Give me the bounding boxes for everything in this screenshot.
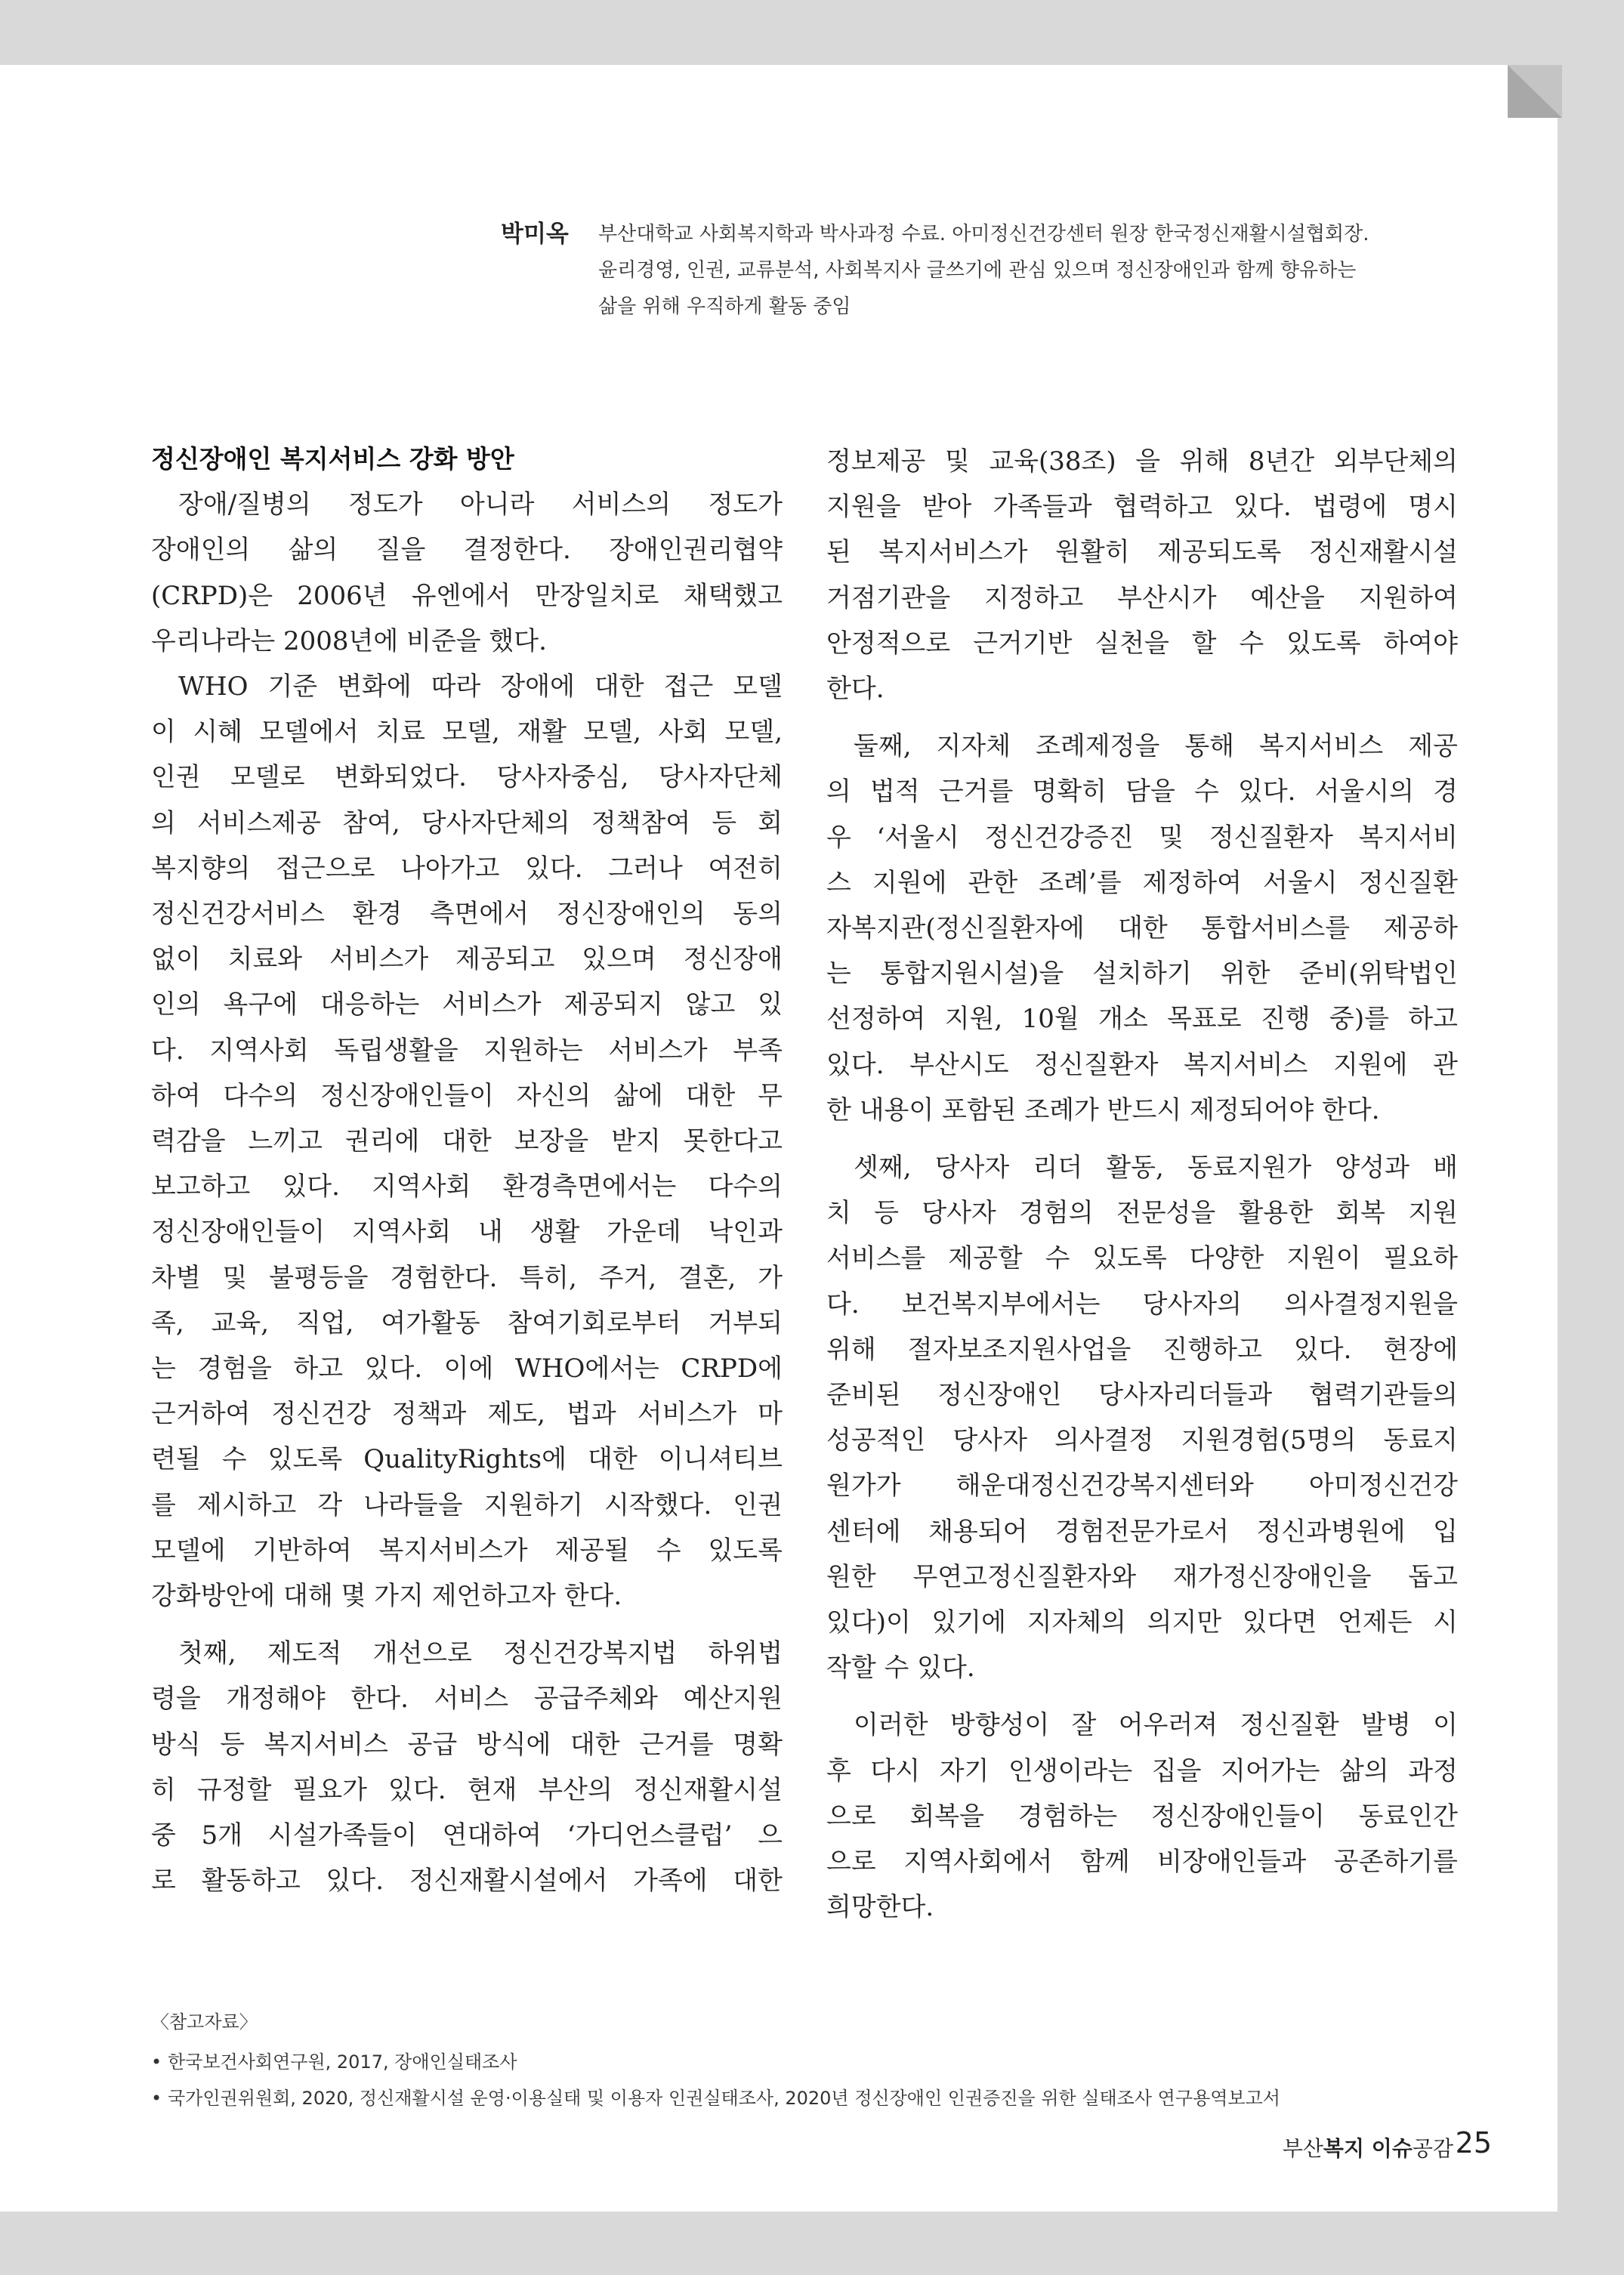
paragraph-line: 원가가 해운대정신건강복지센터와 아미정신건강 — [826, 1471, 1458, 1502]
paragraph-line: 스 지원에 관한 조례’를 제정하여 서울시 정신질환 — [826, 867, 1458, 898]
paragraph-line: 령을 개정해야 한다. 서비스 공급주체와 예산지원 — [151, 1684, 783, 1715]
paragraph-line: 둘째, 지자체 조례제정을 통해 복지서비스 제공 — [854, 731, 1458, 762]
paragraph-line: 장애인의 삶의 질을 결정한다. 장애인권리협약 — [151, 535, 783, 566]
paragraph-gap — [151, 1619, 783, 1631]
paragraph-line: (CRPD)은 2006년 유엔에서 만장일치로 채택했고 — [151, 580, 783, 611]
paragraph-line: 의 서비스제공 참여, 당사자단체의 정책참여 등 회 — [151, 807, 783, 838]
paragraph-line: 는 경험을 하고 있다. 이에 WHO에서는 CRPD에 — [151, 1354, 783, 1384]
paragraph-line: 는 통합지원시설)을 설치하기 위한 준비(위탁법인 — [826, 958, 1458, 989]
paragraph-line: 선정하여 지원, 10월 개소 목표로 진행 중)를 하고 — [826, 1004, 1458, 1035]
paragraph-line: 하여 다수의 정신장애인들이 자신의 삶에 대한 무 — [151, 1080, 783, 1111]
paragraph-line: 자복지관(정신질환자에 대한 통합서비스를 제공하 — [826, 913, 1458, 944]
paragraph-line: 우 ‘서울시 정신건강증진 및 정신질환자 복지서비 — [826, 822, 1458, 853]
paragraph-line: 안정적으로 근거기반 실천을 할 수 있도록 하여야 — [826, 628, 1458, 659]
right-column-body — [826, 439, 1458, 1931]
paragraph-line: 이 시혜 모델에서 치료 모델, 재활 모델, 사회 모델, — [151, 717, 783, 748]
paragraph-line: 첫째, 제도적 개선으로 정신건강복지법 하위법 — [178, 1638, 783, 1669]
magazine-brand — [1283, 2132, 1453, 2162]
paragraph-line: 다. 지역사회 독립생활을 지원하는 서비스가 부족 — [151, 1035, 783, 1066]
paragraph-line: 로 활동하고 있다. 정신재활시설에서 가족에 대한 — [151, 1866, 783, 1897]
paragraph-line: 의 법적 근거를 명확히 담을 수 있다. 서울시의 경 — [826, 776, 1458, 807]
brand-part: 이슈 — [1371, 2136, 1413, 2161]
paragraph-line: 후 다시 자기 인생이라는 집을 지어가는 삶의 과정 — [826, 1755, 1458, 1786]
paragraph-line: 서비스를 제공할 수 있도록 다양한 지원이 필요하 — [826, 1243, 1458, 1274]
page-corner-fold-icon — [1508, 65, 1562, 118]
article-right-column — [826, 439, 1458, 1931]
brand-part: 복지 — [1323, 2136, 1372, 2161]
article-heading: 정신장애인 복지서비스 강화 방안 — [151, 444, 514, 474]
paragraph-line: 된 복지서비스가 원활히 제공되도록 정신재활시설 — [826, 537, 1458, 568]
paragraph-line: 없이 치료와 서비스가 제공되고 있으며 정신장애 — [151, 944, 783, 975]
paragraph-line: 있다)이 있기에 지자체의 의지만 있다면 언제든 시 — [826, 1607, 1458, 1638]
paragraph-line: 한다. — [826, 674, 885, 705]
paragraph-line: 준비된 정신장애인 당사자리더들과 협력기관들의 — [826, 1380, 1458, 1411]
paragraph-line: 으로 회복을 경험하는 정신장애인들이 동료인간 — [826, 1801, 1458, 1832]
paragraph-gap — [826, 1690, 1458, 1702]
paragraph-line: 정보제공 및 교육(38조) 을 위해 8년간 외부단체의 — [826, 446, 1458, 477]
paragraph-line: 위해 절자보조지원사업을 진행하고 있다. 현장에 — [826, 1334, 1458, 1365]
reference-text: 국가인권위원회, 2020, 정신재활시설 운영·이용실태 및 이용자 인권실태조사, 2020년 정신장애인 인권증진을 위한 실태조사 연구용역보고서 — [168, 2088, 1280, 2109]
paragraph-line: 원한 무연고정신질환자와 재가정신장애인을 돕고 — [826, 1561, 1458, 1592]
page-number: 25 — [1455, 2126, 1492, 2159]
paragraph-line: 방식 등 복지서비스 공급 방식에 대한 근거를 명확 — [151, 1729, 783, 1760]
reference-text: 한국보건사회연구원, 2017, 장애인실태조사 — [168, 2051, 517, 2073]
paragraph-line: 지원을 받아 가족들과 협력하고 있다. 법령에 명시 — [826, 492, 1458, 523]
paragraph-line: 셋째, 당사자 리더 활동, 동료지원가 양성과 배 — [854, 1153, 1458, 1184]
paragraph-line: 있다. 부산시도 정신질환자 복지서비스 지원에 관 — [826, 1049, 1458, 1080]
author-bio — [598, 216, 1459, 325]
paragraph-line: 작할 수 있다. — [826, 1653, 975, 1684]
paragraph-line: 이러한 방향성이 잘 어우러져 정신질환 발병 이 — [854, 1710, 1458, 1741]
paragraph-line: 성공적인 당사자 의사결정 지원경험(5명의 동료지 — [826, 1425, 1458, 1456]
paragraph-line: 다. 보건복지부에서는 당사자의 의사결정지원을 — [826, 1289, 1458, 1320]
paragraph-line: 족, 교육, 직업, 여가활동 참여기회로부터 거부되 — [151, 1307, 783, 1338]
paragraph-line: 련될 수 있도록 QualityRights에 대한 이니셔티브 — [151, 1444, 783, 1475]
paragraph-line: 으로 지역사회에서 함께 비장애인들과 공존하기를 — [826, 1847, 1458, 1878]
paragraph-line: 인권 모델로 변화되었다. 당사자중심, 당사자단체 — [151, 762, 783, 793]
paragraph-line: 복지향의 접근으로 나아가고 있다. 그러나 여전히 — [151, 853, 783, 884]
paragraph-line: 희망한다. — [826, 1892, 934, 1923]
page-footer — [1209, 2123, 1556, 2169]
paragraph-line: 력감을 느끼고 권리에 대한 보장을 받지 못한다고 — [151, 1126, 783, 1157]
paragraph-line: 인의 욕구에 대응하는 서비스가 제공되지 않고 있 — [151, 989, 783, 1020]
paragraph-line: 히 규정할 필요가 있다. 현재 부산의 정신재활시설 — [151, 1774, 783, 1805]
paragraph-line: 정신건강서비스 환경 측면에서 정신장애인의 동의 — [151, 899, 783, 930]
paragraph-line: 우리나라는 2008년에 비준을 했다. — [151, 625, 547, 656]
paragraph-line: 장애/질병의 정도가 아니라 서비스의 정도가 — [178, 489, 783, 520]
paragraph-gap — [826, 1133, 1458, 1145]
brand-part: 부산 — [1282, 2136, 1323, 2161]
paragraph-line: 차별 및 불평등을 경험한다. 특히, 주거, 결혼, 가 — [151, 1262, 783, 1293]
reference-item — [151, 2080, 1480, 2116]
paragraph-line: 중 5개 시설가족들이 연대하여 ‘가디언스클럽’ 으 — [151, 1820, 783, 1851]
author-bio-line: 부산대학교 사회복지학과 박사과정 수료. 아미정신건강센터 원장 한국정신재활시설협회장. — [598, 223, 1369, 245]
paragraph-line: WHO 기준 변화에 따라 장애에 대한 접근 모델 — [178, 671, 783, 702]
paragraph-line: 를 제시하고 각 나라들을 지원하기 시작했다. 인권 — [151, 1489, 783, 1520]
paragraph-line: 모델에 기반하여 복지서비스가 제공될 수 있도록 — [151, 1535, 783, 1566]
paragraph-gap — [826, 712, 1458, 724]
author-name: 박미옥 — [501, 221, 569, 248]
paragraph-line: 센터에 채용되어 경험전문가로서 정신과병원에 입 — [826, 1516, 1458, 1547]
left-column-body — [151, 482, 783, 1903]
article-left-column — [151, 437, 783, 1903]
author-info — [0, 216, 1558, 352]
bullet-icon: • — [151, 2051, 162, 2073]
references-title: 〈참고자료〉 — [151, 2011, 258, 2033]
page — [0, 65, 1558, 2212]
paragraph-line: 정신장애인들이 지역사회 내 생활 가운데 낙인과 — [151, 1217, 783, 1248]
paragraph-line: 강화방안에 대해 몇 가지 제언하고자 한다. — [151, 1581, 622, 1612]
paragraph-line: 치 등 당사자 경험의 전문성을 활용한 회복 지원 — [826, 1198, 1458, 1229]
paragraph-line: 보고하고 있다. 지역사회 환경측면에서는 다수의 — [151, 1171, 783, 1202]
brand-part: 공감 — [1412, 2136, 1453, 2161]
bullet-icon: • — [151, 2088, 162, 2109]
paragraph-line: 거점기관을 지정하고 부산시가 예산을 지원하여 — [826, 582, 1458, 613]
author-bio-line: 윤리경영, 인권, 교류분석, 사회복지사 글쓰기에 관심 있으며 정신장애인과 함께 향유하는 — [598, 259, 1357, 282]
paragraph-line: 근거하여 정신건강 정책과 제도, 법과 서비스가 마 — [151, 1399, 783, 1430]
reference-item — [151, 2044, 1480, 2080]
paragraph-line: 한 내용이 포함된 조례가 반드시 제정되어야 한다. — [826, 1094, 1380, 1125]
references — [151, 2000, 1480, 2116]
author-bio-line: 삶을 위해 우직하게 활동 중임 — [598, 295, 851, 318]
